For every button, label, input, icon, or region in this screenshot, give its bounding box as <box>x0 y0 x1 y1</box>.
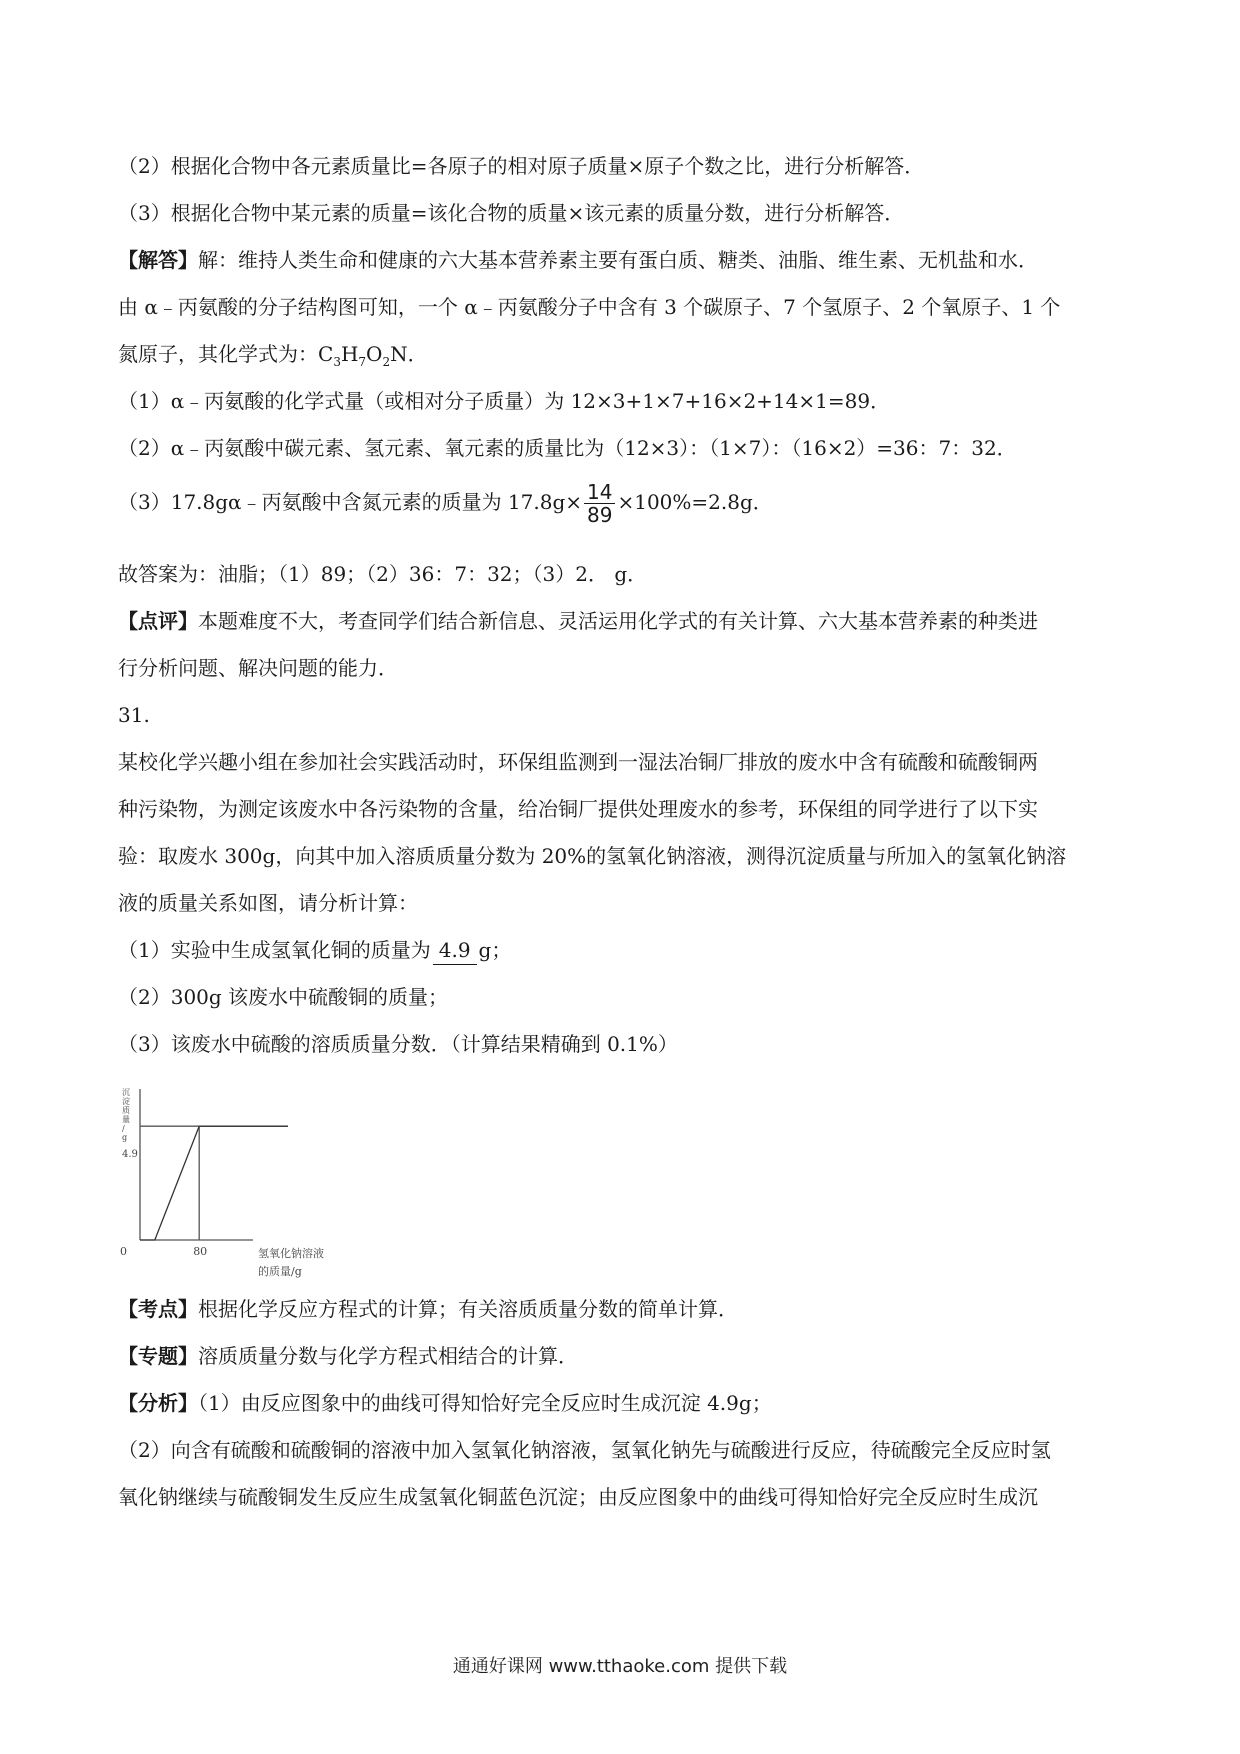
keypoint-line: 【考点】根据化学反应方程式的计算；有关溶质质量分数的简单计算． <box>118 1297 738 1321</box>
text-line: （1）α﹣丙氨酸的化学式量（或相对分子质量）为 12×3+1×7+16×2+14×1=89． <box>118 389 891 413</box>
fraction-denominator: 89 <box>587 503 613 527</box>
text-line: 液的质量关系如图，请分析计算： <box>118 891 418 915</box>
text-line: 验：取废水 300g，向其中加入溶质质量分数为 20%的氢氧化钠溶液，测得沉淀质量与所加入的氢氧化钠溶 <box>118 844 1067 868</box>
text-line: 某校化学兴趣小组在参加社会实践活动时，环保组监测到一湿法冶铜厂排放的废水中含有硫酸和硫酸铜两 <box>118 750 1038 774</box>
origin-label: 0 <box>120 1245 127 1258</box>
section-tag: 【考点】 <box>118 1297 198 1321</box>
y-axis-label-char: 质 <box>122 1106 130 1115</box>
answer-blank: 4.9 <box>433 936 477 965</box>
fraction <box>584 481 615 526</box>
page-footer: 通通好课网 www.tthaoke.com 提供下载 <box>452 1656 788 1677</box>
fraction-numerator: 14 <box>584 481 615 504</box>
x-axis-label: 氢氧化钠溶液 <box>258 1247 324 1260</box>
question-line: （2）300g 该废水中硫酸铜的质量； <box>118 985 449 1009</box>
y-axis-label-char: 沉 <box>122 1088 130 1097</box>
y-axis-label-char: 量 <box>122 1115 130 1124</box>
x-tick-label: 80 <box>193 1245 208 1258</box>
analysis-line: 【分析】（1）由反应图象中的曲线可得知恰好完全反应时生成沉淀 4.9g； <box>118 1391 772 1415</box>
text-line: （2）根据化合物中各元素质量比=各原子的相对原子质量×原子个数之比，进行分析解答． <box>118 154 925 178</box>
question-line: （1）实验中生成氢氧化铜的质量为 4.9 g； <box>118 936 1128 965</box>
section-tag: 【分析】 <box>118 1391 198 1415</box>
text-line: （2）α﹣丙氨酸中碳元素、氢元素、氧元素的质量比为（12×3）：（1×7）：（16×2）=36：7：32． <box>118 436 1017 460</box>
section-tag: 【点评】 <box>118 609 198 633</box>
section-tag: 【专题】 <box>118 1344 198 1368</box>
formula-line: 氮原子，其化学式为：$C_3H_7O_2N$． <box>118 342 428 369</box>
y-axis-label <box>122 1088 130 1142</box>
fraction-line: （3）17.8gα﹣丙氨酸中含氮元素的质量为 17.8g× $\frac{14}{89}$ ×100%=2.8g． <box>118 480 773 527</box>
series-line <box>140 1126 288 1240</box>
section-tag: 【解答】 <box>118 248 198 272</box>
text-line: 由 α﹣丙氨酸的分子结构图可知，一个 α﹣丙氨酸分子中含有 3 个碳原子、7 个氢原子、2 个氧原子、1 个 <box>118 295 1061 319</box>
text-line: 故答案为：油脂；（1）89；（2）36：7：32；（3）2． g． <box>118 562 648 586</box>
y-tick-label: 4.9 <box>122 1149 138 1160</box>
topic-line: 【专题】溶质质量分数与化学方程式相结合的计算． <box>118 1344 578 1368</box>
text-line: （3）根据化合物中某元素的质量=该化合物的质量×该元素的质量分数，进行分析解答． <box>118 201 905 225</box>
precipitate-chart <box>118 1085 378 1285</box>
y-axis-label-char: / <box>122 1124 125 1133</box>
x-axis-label-line-2: 的质量/g <box>258 1265 302 1278</box>
text-line: 行分析问题、解决问题的能力． <box>118 656 398 680</box>
answer-line: 【解答】解：维持人类生命和健康的六大基本营养素主要有蛋白质、糖类、油脂、维生素、无机盐和水． <box>118 248 1038 272</box>
text-line: （2）向含有硫酸和硫酸铜的溶液中加入氢氧化钠溶液，氢氧化钠先与硫酸进行反应，待硫酸完全反应时氢 <box>118 1438 1051 1462</box>
text-line: 氧化钠继续与硫酸铜发生反应生成氢氧化铜蓝色沉淀；由反应图象中的曲线可得知恰好完全反应时生成沉 <box>118 1485 1038 1509</box>
comment-line: 【点评】本题难度不大，考查同学们结合新信息、灵活运用化学式的有关计算、六大基本营养素的种类进 <box>118 609 1038 633</box>
question-number: 31. <box>118 703 150 727</box>
y-axis-label-char: g <box>122 1133 128 1142</box>
y-axis-label-char: 淀 <box>122 1097 130 1106</box>
text-line: 种污染物，为测定该废水中各污染物的含量，给冶铜厂提供处理废水的参考，环保组的同学进行了以下实 <box>118 797 1038 821</box>
question-line: （3）该废水中硫酸的溶质质量分数．（计算结果精确到 0.1%） <box>118 1032 678 1056</box>
